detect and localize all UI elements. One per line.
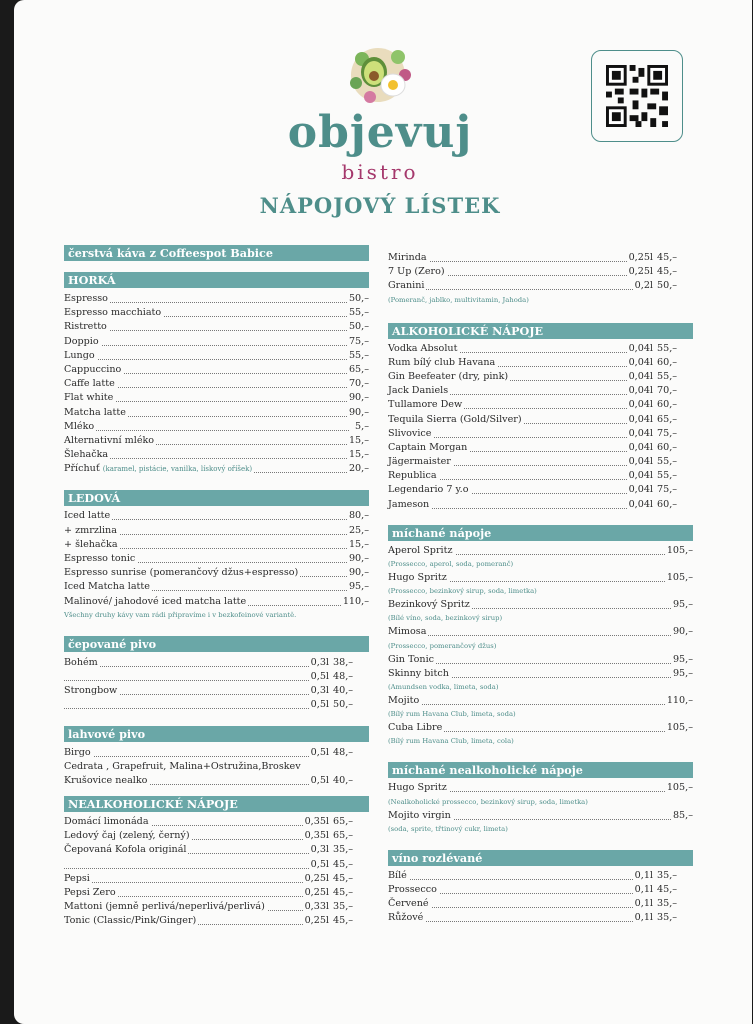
menu-item: Espresso sunrise (pomerančový džus+espresso) 90,– <box>64 566 369 580</box>
michane-section <box>388 525 693 749</box>
menu-item: Flat white 90,– <box>64 391 369 405</box>
menu-item: Tequila Sierra (Gold/Silver) 0,04l 65,– <box>388 413 693 427</box>
decaf-note: Všechny druhy kávy vam rádi připravíme i v bezkofeinové variantě. <box>64 610 297 619</box>
right-column <box>388 251 693 925</box>
menu-item: Ristretto 50,– <box>64 320 369 334</box>
qr-code[interactable] <box>591 50 683 142</box>
menu-item: Skinny bitch 95,– <box>388 667 693 681</box>
ingredients-note: (Prossecco, aperol, soda, pomeranč) <box>388 560 514 568</box>
menu-item: Espresso 50,– <box>64 292 369 306</box>
menu-item: Mojito virgin 85,– <box>388 809 693 823</box>
menu-item: Malinové/ jahodové iced matcha latte 110,– <box>64 595 369 609</box>
menu-item: Legendario 7 y.o 0,04l 75,– <box>388 483 693 497</box>
qr-code-icon <box>606 65 668 127</box>
left-column <box>64 245 369 929</box>
menu-item: Růžové 0,1l 35,– <box>388 911 693 925</box>
menu-item: Rum bílý club Havana 0,04l 60,– <box>388 356 693 370</box>
menu-item: Slivovice 0,04l 75,– <box>388 427 693 441</box>
menu-item-prichut: Příchuť (karamel, pistácie, vanilka, lískový oříšek) 20,– <box>64 462 369 476</box>
brand-name: objevuj <box>287 107 473 158</box>
birgo-flavours: Cedrata , Grapefruit, Malina+Ostružina,Broskev <box>64 760 301 772</box>
menu-item: Lungo 55,– <box>64 349 369 363</box>
cepovane-section <box>64 636 369 713</box>
menu-item: Bohém 0,3l 38,– <box>64 656 369 670</box>
menu-item: Šlehačka 15,– <box>64 448 369 462</box>
menu-item: Republica 0,04l 55,– <box>388 469 693 483</box>
section-title-lahvove: lahvové pivo <box>64 726 369 742</box>
menu-item: Mattoni (jemně perlivá/neperlivá/perlivá) 0,33l 35,– <box>64 900 369 914</box>
menu-item: Tonic (Classic/Pink/Ginger) 0,25l 45,– <box>64 914 369 928</box>
section-title-vino: víno rozlévané <box>388 850 693 866</box>
soft-drinks-cont <box>388 251 693 307</box>
ingredients-note: (Amundsen vodka, limeta, soda) <box>388 682 499 691</box>
menu-item: Cuba Libre 105,– <box>388 721 693 735</box>
menu-item: Mléko 5,– <box>64 420 369 434</box>
menu-item: Čepovaná Kofola originál 0,3l 35,– <box>64 843 369 857</box>
menu-item: Vodka Absolut 0,04l 55,– <box>388 342 693 356</box>
menu-item: Strongbow 0,3l 40,– <box>64 684 369 698</box>
menu-item: Aperol Spritz 105,– <box>388 544 693 558</box>
menu-item: Mirinda 0,25l 45,– <box>388 251 693 265</box>
ingredients-note: (soda, sprite, třtinový cukr, limeta) <box>388 824 508 833</box>
menu-item: Alternativní mléko 15,– <box>64 434 369 448</box>
menu-item: Prossecco 0,1l 45,– <box>388 883 693 897</box>
section-title-michane: míchané nápoje <box>388 525 693 541</box>
horka-section <box>64 272 369 476</box>
menu-item: Hugo Spritz 105,– <box>388 781 693 795</box>
menu-item: 0,5l 48,– <box>64 670 369 684</box>
lahvove-section <box>64 726 369 789</box>
alko-section <box>388 323 693 512</box>
menu-item: Matcha latte 90,– <box>64 406 369 420</box>
menu-item: Captain Morgan 0,04l 60,– <box>388 441 693 455</box>
nealko-section <box>64 796 369 929</box>
menu-item: 7 Up (Zero) 0,25l 45,– <box>388 265 693 279</box>
menu-item: + zmrzlina 25,– <box>64 524 369 538</box>
section-title-cepovane: čepované pivo <box>64 636 369 652</box>
menu-item: Jack Daniels 0,04l 70,– <box>388 384 693 398</box>
menu-item: Domácí limonáda 0,35l 65,– <box>64 815 369 829</box>
section-title-michane-nealko: míchané nealkoholické nápoje <box>388 762 693 778</box>
menu-title: NÁPOJOVÝ LÍSTEK <box>259 193 501 218</box>
section-title-ledova: LEDOVÁ <box>64 490 369 506</box>
avocado-egg-logo-icon <box>348 45 414 105</box>
menu-item: Espresso macchiato 55,– <box>64 306 369 320</box>
menu-item: Krušovice nealko 0,5l 40,– <box>64 774 369 788</box>
ledova-section <box>64 490 369 621</box>
menu-item: Gin Beefeater (dry, pink) 0,04l 55,– <box>388 370 693 384</box>
ingredients-note: (Bílý rum Havana Club, limeta, soda) <box>388 710 516 719</box>
brand-sub: bistro <box>341 160 419 184</box>
menu-item: Bezinkový Spritz 95,– <box>388 598 693 612</box>
menu-item: Iced latte 80,– <box>64 509 369 523</box>
menu-item: Gin Tonic 95,– <box>388 653 693 667</box>
menu-item: Pepsi Zero 0,25l 45,– <box>64 886 369 900</box>
menu-item: Iced Matcha latte 95,– <box>64 580 369 594</box>
menu-item: Bílé 0,1l 35,– <box>388 869 693 883</box>
menu-item: Granini 0,2l 50,– <box>388 279 693 293</box>
menu-item: Jameson 0,04l 60,– <box>388 498 693 512</box>
menu-item: Mojito 110,– <box>388 694 693 708</box>
michane-nealko-section <box>388 762 693 835</box>
menu-item: Jägermaister 0,04l 55,– <box>388 455 693 469</box>
menu-item: Espresso tonic 90,– <box>64 552 369 566</box>
menu-item: Doppio 75,– <box>64 335 369 349</box>
menu-item: 0,5l 50,– <box>64 698 369 712</box>
section-title-horka: HORKÁ <box>64 272 369 288</box>
section-title-alko: ALKOHOLICKÉ NÁPOJE <box>388 323 693 339</box>
menu-item: 0,5l 45,– <box>64 858 369 872</box>
menu-item: Červené 0,1l 35,– <box>388 897 693 911</box>
coffee-header: čerstvá káva z Coffeespot Babice <box>64 245 369 261</box>
ingredients-note: (Bílý rum Havana Club, limeta, cola) <box>388 737 514 746</box>
section-title-nealko: NEALKOHOLICKÉ NÁPOJE <box>64 796 369 812</box>
menu-item: Cappuccino 65,– <box>64 363 369 377</box>
menu-item: Mimosa 90,– <box>388 625 693 639</box>
vino-section <box>388 850 693 926</box>
ingredients-note: (Prossecco, bezinkový sirup, soda, limetka) <box>388 587 537 596</box>
menu-item: Hugo Spritz 105,– <box>388 571 693 585</box>
ingredients-note: (Nealkoholické prossecco, bezinkový sirup, soda, limetka) <box>388 797 588 806</box>
menu-item: Tullamore Dew 0,04l 60,– <box>388 398 693 412</box>
menu-item: Pepsi 0,25l 45,– <box>64 872 369 886</box>
menu-item: + šlehačka 15,– <box>64 538 369 552</box>
menu-item: Caffe latte 70,– <box>64 377 369 391</box>
ingredients-note: (Bílé víno, soda, bezinkový sirup) <box>388 614 503 623</box>
menu-item: Birgo 0,5l 48,– <box>64 746 369 760</box>
ingredients-note: (Prossecco, pomerančový džus) <box>388 641 497 650</box>
granini-flavours: (Pomeranč, jablko, multivitamin, Jahoda) <box>388 295 529 304</box>
menu-item: Ledový čaj (zelený, černý) 0,35l 65,– <box>64 829 369 843</box>
